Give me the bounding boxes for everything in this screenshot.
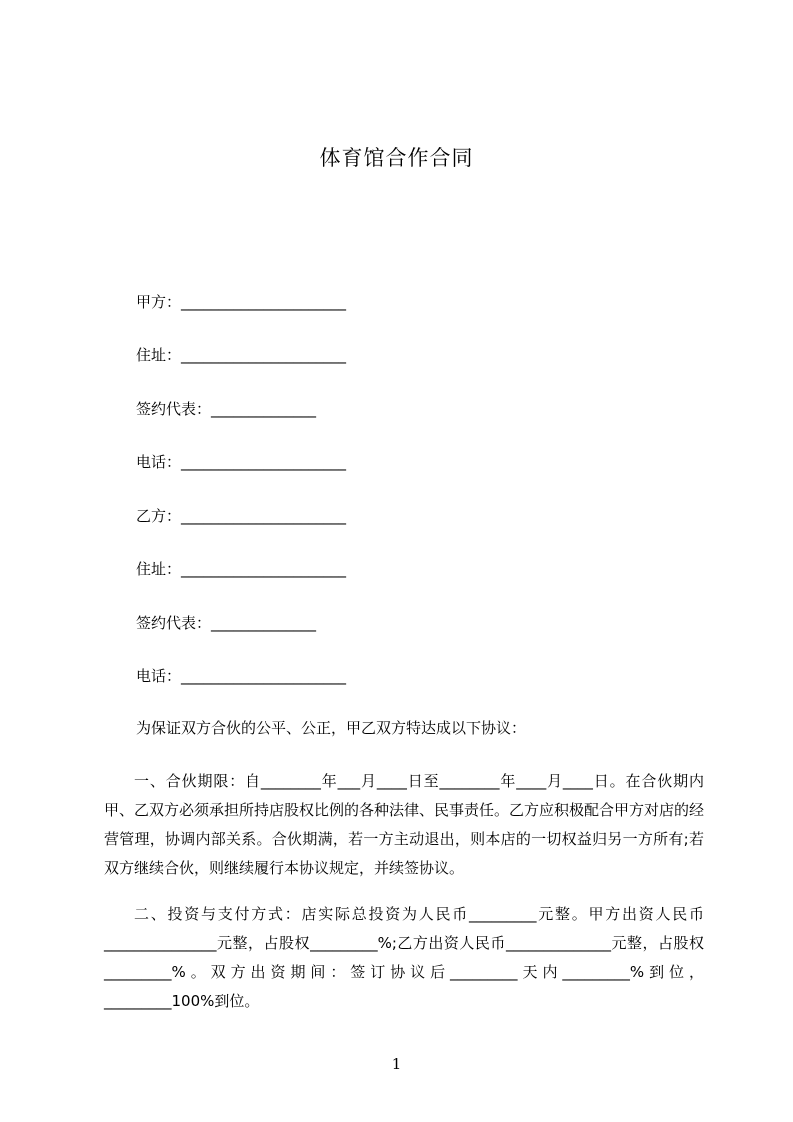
clause-term: 一、合伙期限：自________年___月____日至________年____月____日。在合伙期内甲、乙双方必须承担所持店股权比例的各种法律、民事责任。乙方应积极配合甲方对店的经营管理，协调内部关系。合伙期满，若一方主动退出，则本店的一切权益归另一方所有;若双方继续合伙，则继续履行本协议规定，并续签协议。 bbox=[104, 772, 705, 877]
party-a-address-field: 住址：______________________ bbox=[136, 346, 347, 364]
party-b-representative-field: 签约代表：______________ bbox=[136, 614, 317, 632]
agreement-intro: 为保证双方合伙的公平、公正，甲乙双方特达成以下协议： bbox=[136, 719, 527, 737]
party-a-representative-field: 签约代表：______________ bbox=[136, 400, 317, 418]
party-b-phone-field: 电话：______________________ bbox=[136, 667, 347, 685]
party-a-field: 甲方：______________________ bbox=[136, 293, 347, 311]
document-title: 体育馆合作合同 bbox=[319, 146, 474, 170]
party-b-address-field: 住址：______________________ bbox=[136, 560, 347, 578]
clause-investment: 二、投资与支付方式：店实际总投资为人民币_________元整。甲方出资人民币_______________元整，占股权_________%;乙方出资人民币______________元整，占股权_________%。双方出资期间：签订协议后_________天内_________%到位，_________100%到位。 bbox=[104, 905, 704, 1010]
party-a-phone-field: 电话：______________________ bbox=[136, 453, 347, 471]
page-number: 1 bbox=[391, 1055, 402, 1073]
party-b-field: 乙方：______________________ bbox=[136, 507, 347, 525]
